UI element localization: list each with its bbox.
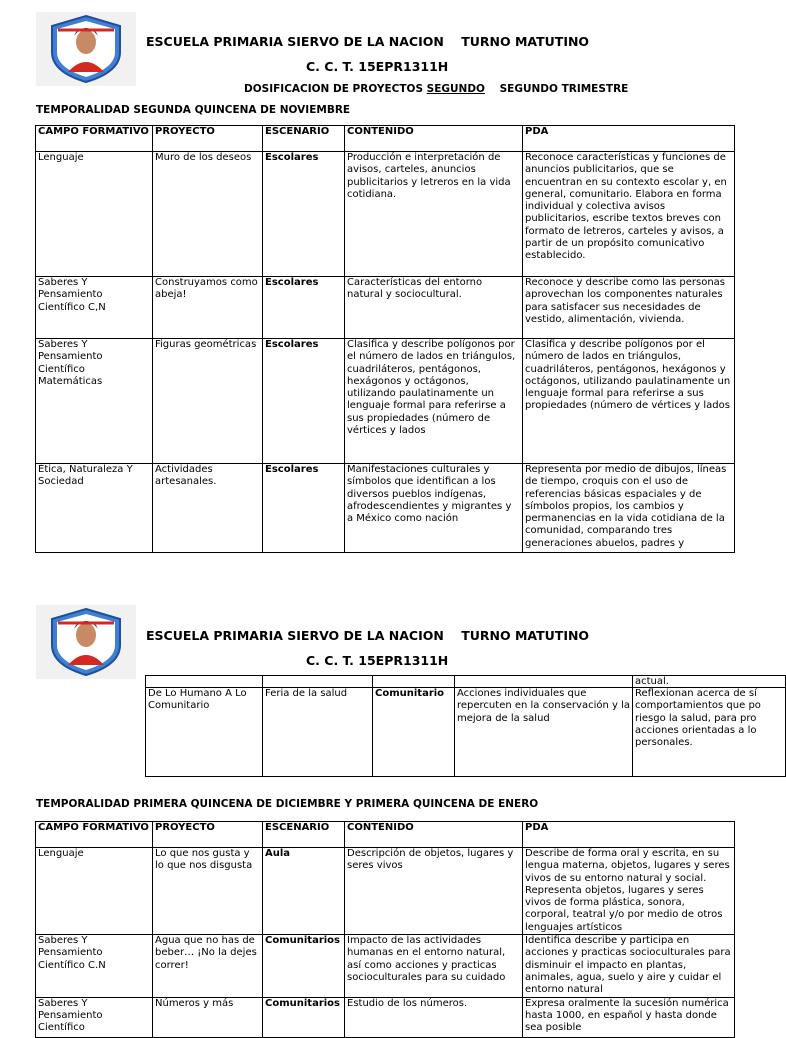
cell-campo: Lenguaje <box>36 152 153 277</box>
cell-contenido: Clasifica y describe polígonos por el número de lados en triángulos, cuadriláteros, pentágonos, hexágonos y octágonos, utilizando paulatinamente un lenguaje formal para referirse a sus propiedades (número de vértices y lados <box>345 339 523 464</box>
table-row <box>36 935 735 997</box>
school-name: ESCUELA PRIMARIA SIERVO DE LA NACION <box>146 34 444 49</box>
table-row <box>36 997 735 1037</box>
cell-contenido: Producción e interpretación de avisos, carteles, anuncios publicitarios y letreros en la vida cotidiana. <box>345 152 523 277</box>
cell-pda: Identifica describe y participa en acciones y practicas socioculturales para disminuir el impacto en plantas, animales, agua, suelo y aire y cuidar el entorno natural <box>523 935 735 997</box>
cell-escenario: Aula <box>263 848 345 935</box>
school-shift: TURNO MATUTINO <box>461 628 590 643</box>
cell-pda <box>523 464 735 553</box>
cell-proyecto: Muro de los deseos <box>153 152 263 277</box>
cell-campo: Saberes Y Pensamiento Científico C,N <box>36 277 153 339</box>
cell-empty <box>373 676 455 688</box>
cell-escenario: Comunitario <box>373 688 455 777</box>
subtitle-post: SEGUNDO TRIMESTRE <box>499 83 629 95</box>
cell-campo: Ética, Naturaleza Y Sociedad <box>36 464 153 553</box>
school-title <box>146 628 589 643</box>
cell-escenario: Comunitarios <box>263 997 345 1037</box>
cell-escenario: Escolares <box>263 464 345 553</box>
subtitle-underlined: SEGUNDO <box>426 83 485 95</box>
cell-campo <box>36 997 153 1037</box>
cell-contenido: Manifestaciones culturales y símbolos que identifican a los diversos pueblos indígenas, afrodescendientes y migrantes y a México como nación <box>345 464 523 553</box>
cell-escenario: Escolares <box>263 152 345 277</box>
cell-pda: Reflexionan acerca de sí comportamientos que po riesgo la salud, para pro acciones orientadas a lo personales. <box>633 688 786 777</box>
cell-campo: Saberes Y Pensamiento Científico Matemáticas <box>36 339 153 464</box>
cell-proyecto: Construyamos como abeja! <box>153 277 263 339</box>
section1-period: TEMPORALIDAD SEGUNDA QUINCENA DE NOVIEMBRE <box>36 104 351 116</box>
document-subtitle <box>244 83 628 95</box>
continuation-table <box>145 675 786 777</box>
cell-pda: Clasifica y describe polígonos por el número de lados en triángulos, cuadriláteros, pentágonos, hexágonos y octágonos, utilizando paulatinamente un lenguaje formal para referirse a sus propiedades (número de vértices y lados <box>523 339 735 464</box>
cell-proyecto: Números y más <box>153 997 263 1037</box>
cell-pda: Reconoce y describe como las personas aprovechan los componentes naturales para satisfacer sus necesidades de vestido, alimentación, vivienda. <box>523 277 735 339</box>
cell-empty <box>263 676 373 688</box>
cell-escenario: Comunitarios <box>263 935 345 997</box>
cell-contenido: Características del entorno natural y sociocultural. <box>345 277 523 339</box>
col-header-contenido: CONTENIDO <box>345 822 523 848</box>
school-crest-icon <box>36 605 136 679</box>
cell-pda <box>523 997 735 1037</box>
pda-text: Expresa oralmente la sucesión numérica hasta 1000, en español y hasta donde sea posible <box>525 997 729 1034</box>
col-header-contenido: CONTENIDO <box>345 126 523 152</box>
subtitle-pre: DOSIFICACION DE PROYECTOS <box>244 83 427 95</box>
cell-proyecto: Figuras geométricas <box>153 339 263 464</box>
cell-contenido: Descripción de objetos, lugares y seres vivos <box>345 848 523 935</box>
cell-pda: Describe de forma oral y escrita, en su lengua materna, objetos, lugares y seres vivos de su entorno natural y social. Representa objetos, lugares y seres vivos de forma plástica, sonora, corporal, teatral y/o por medio de otros lenguajes artísticos <box>523 848 735 935</box>
table-header-row <box>36 126 735 152</box>
col-header-pda: PDA <box>523 126 735 152</box>
cell-campo: De Lo Humano A Lo Comunitario <box>146 688 263 777</box>
cell-proyecto: Feria de la salud <box>263 688 373 777</box>
cell-proyecto: Agua que no has de beber… ¡No la dejes correr! <box>153 935 263 997</box>
cell-proyecto: Lo que nos gusta y lo que nos disgusta <box>153 848 263 935</box>
cell-proyecto: Actividades artesanales. <box>153 464 263 553</box>
cell-contenido: Estudio de los números. <box>345 997 523 1037</box>
pda-text: Representa por medio de dibujos, líneas de tiempo, croquis con el uso de referencias básicas espaciales y de símbolos propios, los cambios y permanencias en la vida cotidiana de la comunidad, comparando tres generaciones abuelos, padres y <box>525 464 727 549</box>
col-header-pda: PDA <box>523 822 735 848</box>
table-row <box>36 277 735 339</box>
cell-contenido: Impacto de las actividades humanas en el entorno natural, así como acciones y practicas socioculturales para su cuidado <box>345 935 523 997</box>
school-cct: C. C. T. 15EPR1311H <box>306 653 449 668</box>
campo-text: Saberes Y Pensamiento Científico <box>38 997 103 1034</box>
col-header-proyecto: PROYECTO <box>153 126 263 152</box>
cell-contenido: Acciones individuales que repercuten en la conservación y la mejora de la salud <box>455 688 633 777</box>
school-shift: TURNO MATUTINO <box>461 34 590 49</box>
section2-period: TEMPORALIDAD PRIMERA QUINCENA DE DICIEMBRE Y PRIMERA QUINCENA DE ENERO <box>36 798 539 810</box>
col-header-escenario: ESCENARIO <box>263 822 345 848</box>
cell-campo: Lenguaje <box>36 848 153 935</box>
table-row <box>36 848 735 935</box>
continuation-row <box>146 676 786 688</box>
cell-pda: Reconoce características y funciones de anuncios publicitarios, que se encuentran en su contexto escolar y, en general, comunitario. Elabora en forma individual y colectiva avisos publicitarios, escribe textos breves con formato de letreros, carteles y avisos, a partir de un propósito comunicativo establecido. <box>523 152 735 277</box>
cell-pda-continuation: actual. <box>633 676 786 688</box>
school-crest-icon <box>36 12 136 86</box>
table-row <box>36 339 735 464</box>
school-logo <box>36 605 136 679</box>
col-header-campo: CAMPO FORMATIVO <box>36 822 153 848</box>
school-cct: C. C. T. 15EPR1311H <box>306 59 449 74</box>
section2-table <box>35 821 735 1038</box>
table-header-row <box>36 822 735 848</box>
school-title <box>146 34 589 49</box>
cell-escenario: Escolares <box>263 277 345 339</box>
section1-table <box>35 125 735 553</box>
col-header-campo: CAMPO FORMATIVO <box>36 126 153 152</box>
col-header-proyecto: PROYECTO <box>153 822 263 848</box>
col-header-escenario: ESCENARIO <box>263 126 345 152</box>
school-name: ESCUELA PRIMARIA SIERVO DE LA NACION <box>146 628 444 643</box>
cell-empty <box>455 676 633 688</box>
table-row <box>36 464 735 553</box>
cell-empty <box>146 676 263 688</box>
school-logo <box>36 12 136 86</box>
table-row <box>146 688 786 777</box>
cell-campo: Saberes Y Pensamiento Científico C.N <box>36 935 153 997</box>
cell-escenario: Escolares <box>263 339 345 464</box>
table-row <box>36 152 735 277</box>
